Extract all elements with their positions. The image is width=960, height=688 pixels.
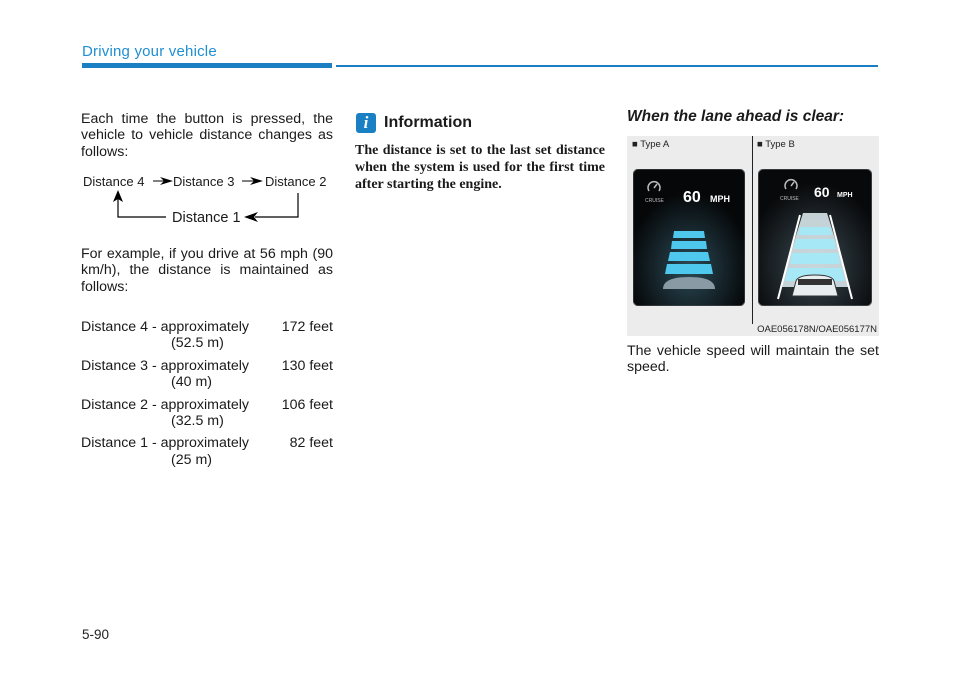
cluster-display-type-a <box>633 169 745 306</box>
figure-code: OAE056178N/OAE056177N <box>757 324 877 335</box>
speed-value-b: 60 <box>814 184 830 200</box>
distance-diagram <box>80 168 336 230</box>
header-rule-thin <box>336 65 878 67</box>
lane-clear-heading: When the lane ahead is clear: <box>627 108 845 125</box>
cluster-display-type-b <box>758 169 872 306</box>
information-header <box>356 113 472 133</box>
diagram-distance-3: Distance 3 <box>173 174 235 189</box>
information-body: The distance is set to the last set distance when the system is used for the first time after starting the engine. <box>355 143 605 192</box>
figure-divider <box>752 136 753 324</box>
distance-item: Distance 3 - approximately 130 feet (40 m) <box>81 357 333 391</box>
distance-item: Distance 2 - approximately 106 feet (32.5 m) <box>81 396 333 430</box>
svg-text:CRUISE: CRUISE <box>645 198 664 204</box>
speed-value-a: 60 <box>683 189 701 206</box>
intro-paragraph: Each time the button is pressed, the vehicle to vehicle distance changes as follows: <box>81 111 333 160</box>
svg-text:CRUISE: CRUISE <box>780 196 799 202</box>
section-title: Driving your vehicle <box>82 43 217 60</box>
distance-item: Distance 4 - approximately 172 feet (52.5 m) <box>81 319 333 352</box>
information-title: Information <box>384 114 472 131</box>
lane-clear-text: The vehicle speed will maintain the set speed. <box>627 343 879 376</box>
type-a-label: ■ Type A <box>632 139 670 150</box>
speed-unit-a: MPH <box>710 194 730 204</box>
vehicle-icon <box>792 275 838 296</box>
distance-item: Distance 1 - approximately 82 feet (25 m) <box>81 435 333 468</box>
type-b-label: ■ Type B <box>757 139 795 150</box>
example-paragraph: For example, if you drive at 56 mph (90 km/h), the distance is maintained as follows: <box>81 246 333 295</box>
info-icon: i <box>356 113 376 133</box>
distance-list <box>81 319 333 468</box>
header-rule-thick <box>82 63 332 68</box>
speed-unit-b: MPH <box>837 192 853 199</box>
diagram-distance-2: Distance 2 <box>265 174 327 189</box>
cluster-figure <box>627 136 879 336</box>
diagram-distance-4: Distance 4 <box>83 174 145 189</box>
page-number: 5-90 <box>82 627 110 642</box>
diagram-distance-1: Distance 1 <box>172 210 241 226</box>
